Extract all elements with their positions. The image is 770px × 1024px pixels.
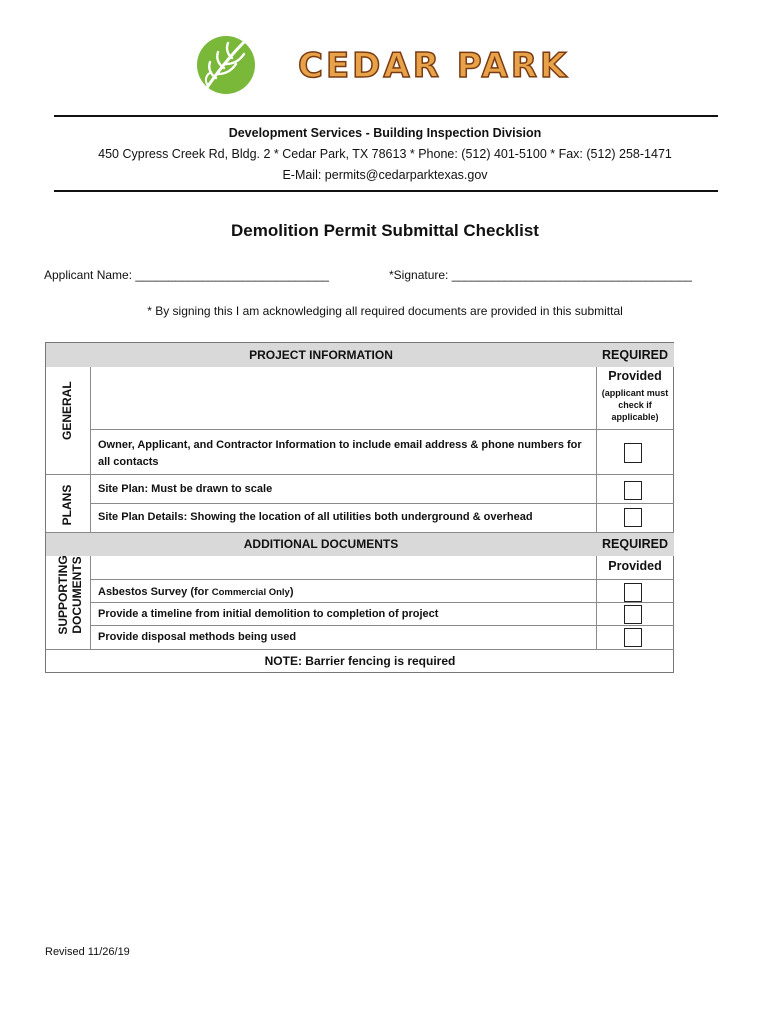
division-title: Development Services - Building Inspection Division	[228, 126, 542, 140]
address-line: 450 Cypress Creek Rd, Bldg. 2 * Cedar Park, TX 78613 * Phone: (512) 401-5100 * Fax: (512) 258-1471	[98, 147, 672, 161]
required-header-cell	[596, 343, 674, 367]
timeline-checkbox[interactable]	[624, 605, 642, 624]
owner-info-item: Owner, Applicant, and Contractor Information to include email address & phone numbers for all contacts	[98, 439, 582, 468]
required-header-cell-2	[596, 533, 674, 556]
provided-note: (applicant must check if applicable)	[601, 388, 669, 422]
asbestos-item	[98, 584, 588, 601]
asbestos-commercial-text: Commercial Only	[211, 587, 290, 598]
general-label: GENERAL	[60, 381, 74, 440]
additional-docs-header: ADDITIONAL DOCUMENTS	[243, 537, 399, 551]
applicant-name-field[interactable]: Applicant Name: _____________________________	[44, 268, 329, 282]
required-label-2: REQUIRED	[602, 537, 668, 551]
signature-field[interactable]: *Signature: ____________________________________	[389, 268, 692, 282]
documents-label: DOCUMENTS	[70, 556, 84, 634]
revised-date: Revised 11/26/19	[45, 946, 130, 958]
provided-label-2: Provided	[608, 559, 662, 573]
asbestos-checkbox[interactable]	[624, 583, 642, 602]
provided-label: Provided	[608, 369, 662, 383]
disposal-item: Provide disposal methods being used	[98, 631, 297, 643]
header-rule-top	[54, 115, 718, 117]
asbestos-end: )	[289, 586, 294, 598]
project-info-header-cell	[46, 343, 596, 367]
owner-info-checkbox[interactable]	[624, 443, 642, 463]
plans-label: PLANS	[60, 484, 74, 526]
email-line: E-Mail: permits@cedarparktexas.gov	[282, 168, 488, 182]
project-info-header: PROJECT INFORMATION	[249, 348, 393, 362]
asbestos-text: Asbestos Survey (for	[98, 586, 212, 598]
page-title: Demolition Permit Submittal Checklist	[231, 221, 539, 240]
required-label: REQUIRED	[602, 348, 668, 362]
header-rule-bottom	[54, 190, 718, 192]
site-plan-checkbox[interactable]	[624, 481, 642, 500]
cedar-tree-leaf-icon	[196, 34, 256, 96]
site-plan-details-item: Site Plan Details: Showing the location of all utilities both underground & overhead	[98, 511, 533, 523]
acknowledgement-text: * By signing this I am acknowledging all required documents are provided in this submittal	[147, 304, 623, 318]
barrier-note: NOTE: Barrier fencing is required	[264, 654, 456, 668]
site-plan-details-checkbox[interactable]	[624, 508, 642, 527]
additional-docs-header-cell	[46, 533, 596, 556]
timeline-item: Provide a timeline from initial demolition to completion of project	[98, 608, 439, 620]
checklist-table	[45, 342, 674, 673]
cedar-park-logo-text: CEDAR PARK	[298, 46, 570, 86]
disposal-checkbox[interactable]	[624, 628, 642, 647]
supporting-label: SUPPORTING	[56, 555, 70, 635]
site-plan-item: Site Plan: Must be drawn to scale	[98, 483, 273, 495]
